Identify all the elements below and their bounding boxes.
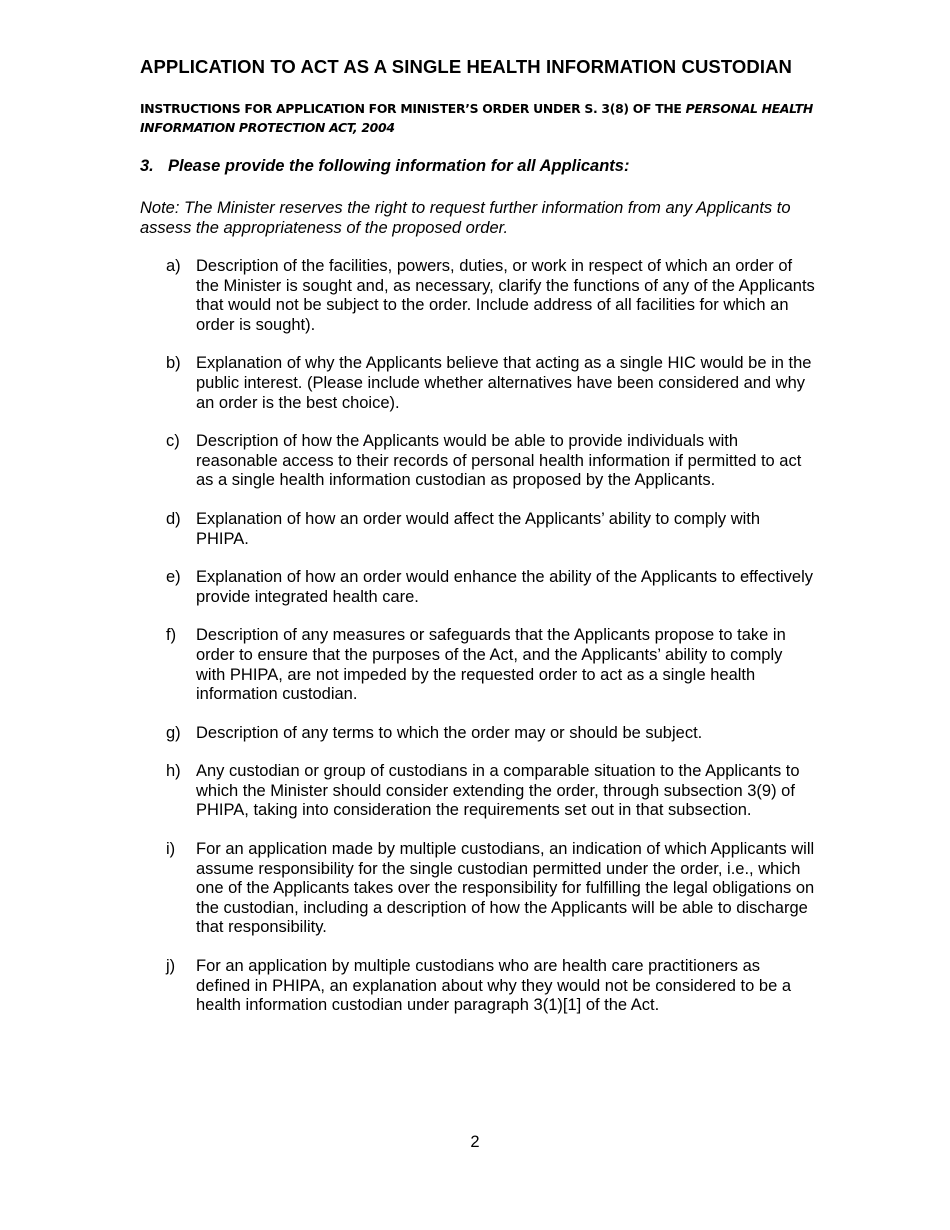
item-text: Explanation of how an order would affect the Applicants’ ability to comply with PHIPA. bbox=[196, 509, 761, 548]
list-item bbox=[166, 762, 816, 821]
item-label: e) bbox=[166, 568, 181, 587]
list-item bbox=[166, 432, 816, 491]
list-item bbox=[166, 257, 816, 335]
item-text: Explanation of why the Applicants believe that acting as a single HIC would be in the public interest. (Please include whether alternatives have been considered and why an order is the best choice). bbox=[196, 354, 812, 412]
list-item bbox=[166, 568, 816, 607]
requirements-list bbox=[166, 257, 816, 1035]
item-text: Explanation of how an order would enhance the ability of the Applicants to effectively provide integrated health care. bbox=[196, 568, 814, 606]
item-text: For an application by multiple custodians who are health care practitioners as defined in PHIPA, an explanation about why they would not be considered to be a health information custodian under paragraph 3(1)[1] of the Act. bbox=[196, 957, 792, 1015]
item-text: Description of any terms to which the order may or should be subject. bbox=[196, 723, 703, 742]
list-item bbox=[166, 724, 816, 744]
item-text: Description of the facilities, powers, duties, or work in respect of which an order of the Minister is sought and, as necessary, clarify the functions of any of the Applicants that would not be subject to the order. Include address of all facilities for which an order is sought). bbox=[196, 257, 815, 334]
section-heading-text: Please provide the following information for all Applicants: bbox=[168, 157, 630, 175]
minister-note: Note: The Minister reserves the right to request further information from any Applicants to assess the appropriateness of the proposed order. bbox=[140, 199, 791, 237]
item-label: d) bbox=[166, 509, 181, 528]
item-text: Description of any measures or safeguards that the Applicants propose to take in order to ensure that the purposes of the Act, and the Applicants’ ability to comply with PHIPA, are not impeded by the requested order to act as a single health information custodian. bbox=[196, 626, 786, 704]
item-label: h) bbox=[166, 762, 181, 781]
item-label: b) bbox=[166, 354, 181, 373]
instructions-subtitle bbox=[140, 99, 840, 137]
subtitle-prefix: INSTRUCTIONS FOR APPLICATION FOR MINISTER’S ORDER UNDER S. 3(8) OF THE bbox=[140, 101, 686, 116]
list-item bbox=[166, 626, 816, 704]
item-text: For an application made by multiple custodians, an indication of which Applicants will assume responsibility for the single custodian permitted under the order, i.e., which one of the Applicants takes over the responsibility for fulfilling the legal obligations on the custodian, including a description of how the Applicants will be able to discharge that responsibility. bbox=[196, 840, 815, 937]
document-title: APPLICATION TO ACT AS A SINGLE HEALTH INFORMATION CUSTODIAN bbox=[140, 56, 793, 77]
subtitle-act-name: PERSONAL HEALTH INFORMATION PROTECTION ACT, 2004 bbox=[140, 101, 813, 135]
list-item bbox=[166, 354, 816, 413]
item-text: Description of how the Applicants would be able to provide individuals with reasonable access to their records of personal health information if permitted to act as a single health information custodian as proposed by the Applicants. bbox=[196, 432, 802, 490]
page-number: 2 bbox=[470, 1133, 480, 1151]
item-text: Any custodian or group of custodians in a comparable situation to the Applicants to which the Minister should consider extending the order, through subsection 3(9) of PHIPA, taking into consideration the requirements set out in that subsection. bbox=[196, 762, 800, 820]
item-label: a) bbox=[166, 257, 181, 275]
item-label: i) bbox=[166, 840, 176, 859]
section-heading bbox=[140, 157, 629, 176]
item-label: g) bbox=[166, 723, 181, 742]
section-number: 3. bbox=[140, 157, 154, 175]
list-item bbox=[166, 510, 816, 549]
list-item bbox=[166, 840, 816, 938]
item-label: c) bbox=[166, 432, 180, 451]
item-label: f) bbox=[166, 626, 177, 645]
list-item bbox=[166, 957, 816, 1016]
item-label: j) bbox=[166, 957, 176, 976]
